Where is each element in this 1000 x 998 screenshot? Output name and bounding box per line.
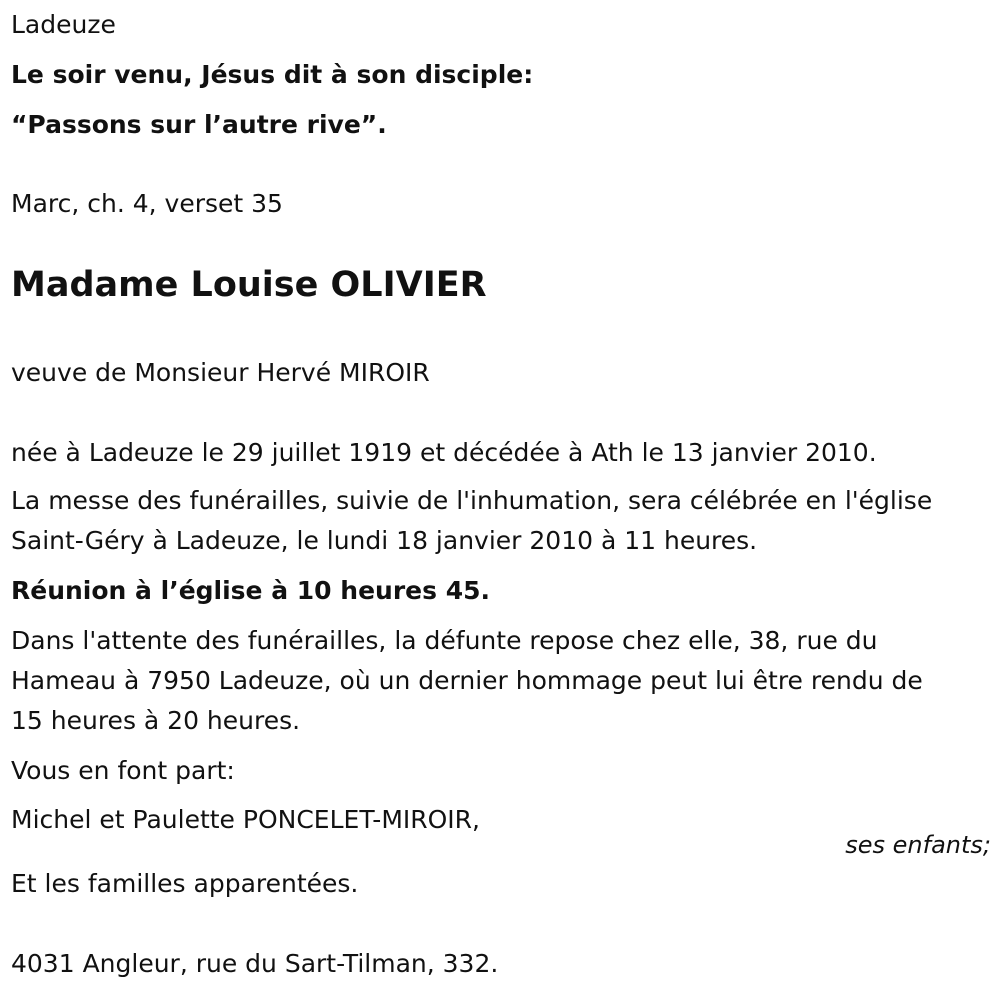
families-line: Et les familles apparentées. [11, 869, 359, 898]
ceremony-line-1: La messe des funérailles, suivie de l'inhumation, sera célébrée en l'église [11, 486, 933, 515]
announcement-intro: Vous en font part: [11, 756, 235, 785]
children-names: Michel et Paulette PONCELET-MIROIR, [11, 805, 480, 834]
meeting-line: Réunion à l’église à 10 heures 45. [11, 576, 490, 605]
ceremony-line-2: Saint-Géry à Ladeuze, le lundi 18 janvier 2010 à 11 heures. [11, 526, 758, 555]
quote-line-2: “Passons sur l’autre rive”. [11, 110, 387, 139]
deceased-name: Madame Louise OLIVIER [11, 265, 487, 305]
scripture-reference: Marc, ch. 4, verset 35 [11, 189, 283, 218]
visitation-line-2: Hameau à 7950 Ladeuze, où un dernier hommage peut lui être rendu de [11, 666, 923, 695]
visitation-line-1: Dans l'attente des funérailles, la défunte repose chez elle, 38, rue du [11, 626, 878, 655]
address-line: 4031 Angleur, rue du Sart-Tilman, 332. [11, 949, 499, 978]
spouse-line: veuve de Monsieur Hervé MIROIR [11, 358, 430, 387]
place-heading: Ladeuze [11, 10, 116, 39]
birth-death-line: née à Ladeuze le 29 juillet 1919 et décédée à Ath le 13 janvier 2010. [11, 438, 877, 467]
children-role: ses enfants; [845, 831, 991, 859]
quote-line-1: Le soir venu, Jésus dit à son disciple: [11, 60, 534, 89]
visitation-line-3: 15 heures à 20 heures. [11, 706, 301, 735]
